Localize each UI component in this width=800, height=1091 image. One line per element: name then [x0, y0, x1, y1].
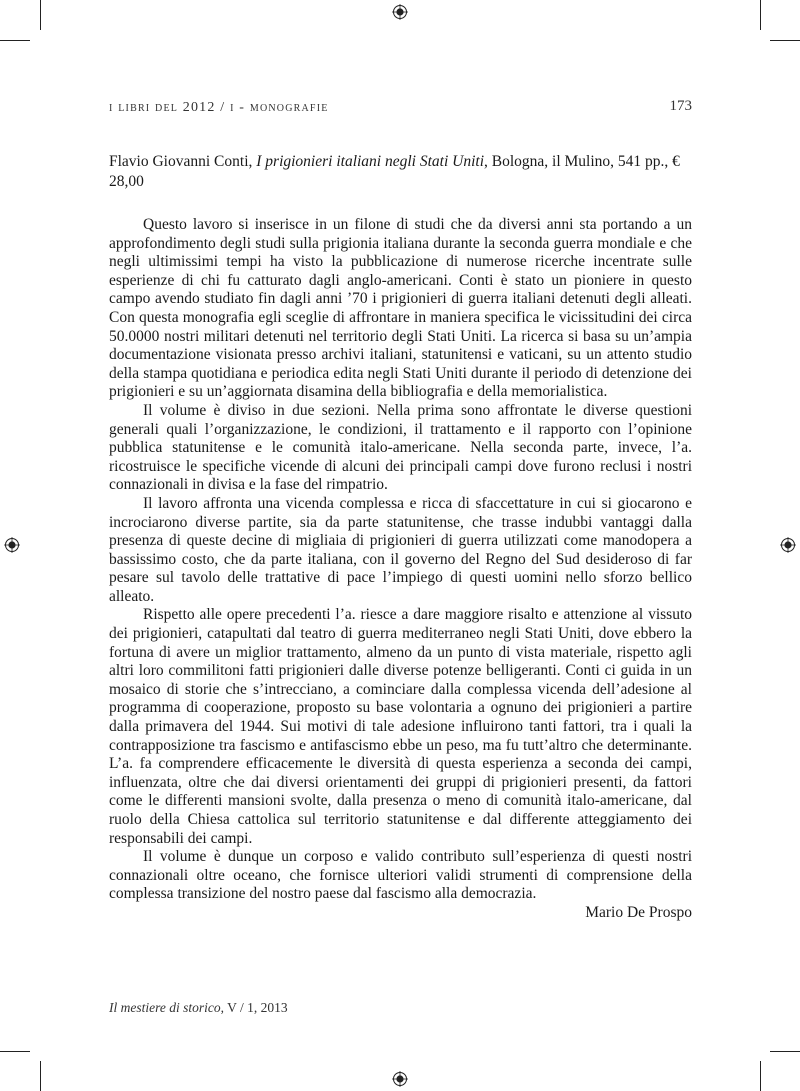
page-footer — [109, 1000, 288, 1016]
registration-mark-icon — [392, 1071, 408, 1087]
journal-issue: , V / 1, 2013 — [220, 1000, 288, 1015]
paragraph: Rispetto alle opere precedenti l’a. riesce a dare maggiore risalto e attenzione al vissuto dei prigionieri, catapultati dal teatro di guerra mediterraneo negli Stati Uniti, dove ebbero la fortuna di avere un miglior trattamento, almeno da un punto di vista materiale, rispetto agli altri loro commilitoni fatti prigionieri dalle diverse potenze belligeranti. Conti ci guida in un mosaico di storie che s’intrecciano, a cominciare dalla complessa vicenda dell’adesione al programma di cooperazione, proposto su base volontaria a ognuno dei prigionieri a partire dalla primavera del 1944. Sui motivi di tale adesione influirono tanti fattori, tra i quali la contrapposizione tra fascismo e antifascismo ebbe un peso, ma fu tutt’altro che determinante. L’a. fa comprendere efficacemente le diversità di questa esperienza a seconda dei campi, influenzata, oltre che dai diversi orientamenti dei gruppi di prigionieri presenti, da fattori come le differenti mansioni svolte, dalla presenza o meno di comunità italo-americane, dal ruolo della Chiesa cattolica sul territorio statunitense e dal differente atteggiamento dei responsabili dei campi. — [109, 606, 692, 847]
running-head: i libri del 2012 / i - monografie — [109, 100, 329, 115]
crop-mark-top-left-h — [0, 40, 30, 41]
crop-mark-top-right — [760, 0, 761, 30]
registration-mark-icon — [780, 537, 796, 553]
registration-mark-icon — [4, 537, 20, 553]
citation-details: , Bologna, il Mulino, 541 pp., € 28,00 — [109, 153, 680, 190]
crop-mark-bottom-right-h — [770, 1051, 800, 1052]
journal-name: Il mestiere di storico — [109, 1000, 221, 1015]
crop-mark-bottom-right — [760, 1061, 761, 1091]
registration-mark-icon — [392, 4, 408, 20]
paragraph: Il volume è dunque un corposo e valido contributo sull’esperienza di questi nostri connazionali oltre oceano, che fornisce ulteriori validi strumenti di comprensione della complessa transizione del nostro paese dal fascismo alla democrazia. — [109, 848, 692, 903]
crop-mark-top-left — [40, 0, 41, 30]
citation-author: Flavio Giovanni Conti, — [109, 153, 257, 170]
paragraph: Il volume è diviso in due sezioni. Nella prima sono affrontate le diverse questioni generali quali l’organizzazione, le condizioni, il trattamento e il rapporto con l’opinione pubblica statunitense e le comunità italo-americane. Nella seconda parte, invece, l’a. ricostruisce le specifiche vicende di alcuni dei principali campi dove furono reclusi i nostri connazionali in divisa e la fase del rimpatrio. — [109, 401, 692, 494]
book-citation — [109, 152, 692, 192]
crop-mark-bottom-left-h — [0, 1051, 30, 1052]
review-body — [109, 216, 692, 923]
paragraph: Questo lavoro si inserisce in un filone di studi che da diversi anni sta portando a un approfondimento degli studi sulla prigionia italiana durante la seconda guerra mondiale e che negli ultimissimi tempi ha visto la pubblicazione di numerose ricerche incentrate sulle esperienze di chi fu catturato dagli anglo-americani. Conti è stato un pioniere in questo campo avendo studiato fin dagli anni ’70 i prigionieri di guerra italiani detenuti degli alleati. Con questa monografia egli sceglie di affrontare in maniera specifica le vicissitudini dei circa 50.0000 nostri militari detenuti nel territorio degli Stati Uniti. La ricerca si basa su un’ampia documentazione visionata presso archivi italiani, statunitensi e vaticani, su un attento studio della stampa quotidiana e periodica edita negli Stati Uniti durante il periodo di detenzione dei prigionieri e su un’aggiornata disamina della bibliografia e della memorialistica. — [109, 216, 692, 401]
page-header — [109, 98, 692, 120]
reviewer-signature: Mario De Prospo — [585, 903, 692, 921]
paragraph: Il lavoro affronta una vicenda complessa e ricca di sfaccettature in cui si giocarono e incrociarono diverse partite, sia da parte statunitense, che trasse indubbi vantaggi dalla presenza di queste decine di migliaia di prigionieri di guerra utilizzati come manodopera a bassissimo costo, che da parte italiana, con il governo del Regno del Sud desideroso di far pesare sul tavolo delle trattative di pace l’impiego di questi uomini nello sforzo bellico alleato. — [109, 494, 692, 605]
citation-title: I prigionieri italiani negli Stati Uniti — [256, 153, 485, 170]
page-number: 173 — [669, 98, 692, 114]
crop-mark-top-right-h — [770, 40, 800, 41]
crop-mark-bottom-left — [40, 1061, 41, 1091]
